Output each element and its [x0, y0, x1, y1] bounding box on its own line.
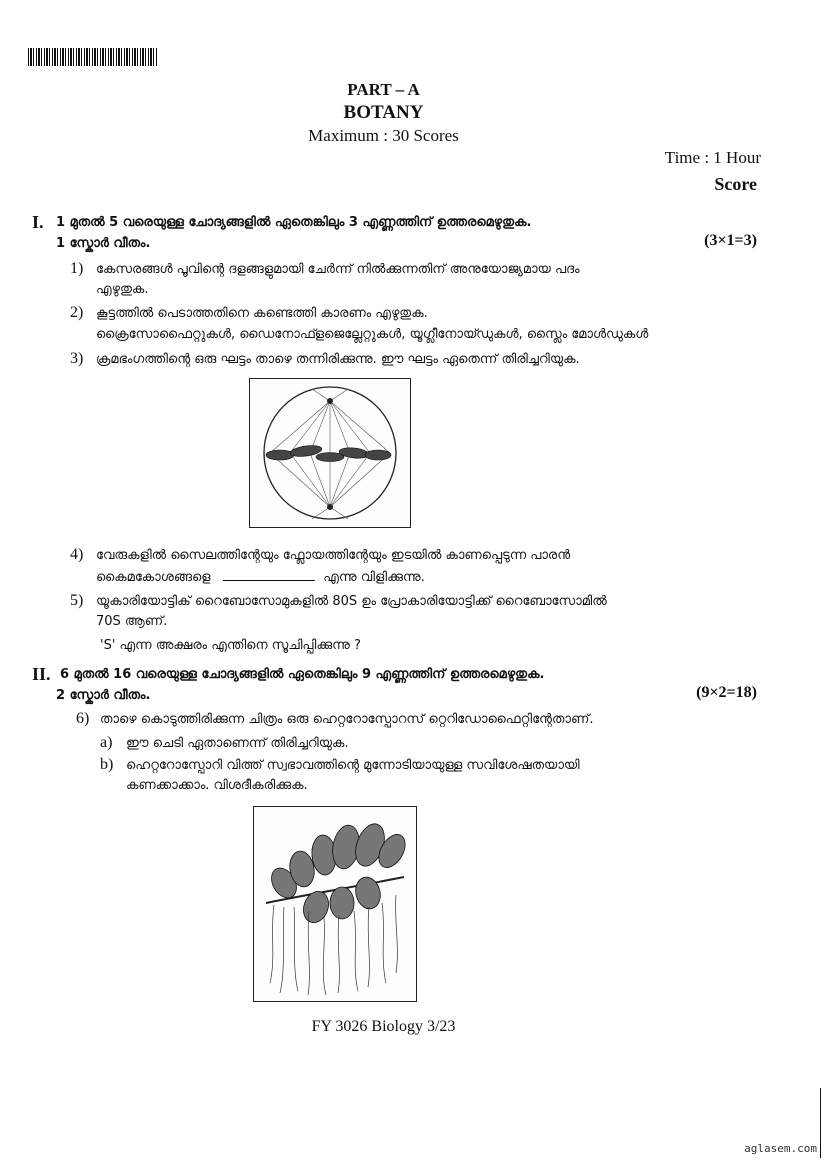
section-per-score: 2 സ്കോർ വീതം. [56, 688, 151, 703]
section-marks: (9×2=18) [696, 684, 757, 701]
question-text-part: കൈമകോശങ്ങളെ [96, 570, 211, 585]
fill-blank[interactable] [223, 568, 315, 581]
section-instruction: 1 മുതൽ 5 വരെയുള്ള ചോദ്യങ്ങളിൽ ഏതെങ്കിലും 3 എണ്ണത്തിന് ഉത്തരമെഴുതുക. [56, 215, 532, 230]
subquestion-label: a) [100, 734, 113, 751]
question-number: 1) [70, 260, 84, 277]
question-options: ക്രൈസോഫൈറ്റുകൾ, ഡൈനോഫ്ളജെല്ലേറ്റുകൾ, യൂഗ്ലീനോയ്ഡുകൾ, സ്ലൈം മോൾഡുകൾ [96, 327, 649, 342]
section-number: II. [32, 664, 51, 684]
section-instruction: 6 മുതൽ 16 വരെയുള്ള ചോദ്യങ്ങളിൽ ഏതെങ്കിലും 9 എണ്ണത്തിന് ഉത്തരമെഴുതുക. [60, 667, 545, 682]
question-number: 2) [70, 304, 84, 321]
subquestion-text: ഹെറ്ററോസ്പോറി വിത്ത് സ്വഭാവത്തിന്റെ മുന്നോടിയായുള്ള സവിശേഷതയായി [126, 758, 580, 773]
question-number: 5) [70, 592, 84, 609]
section-number: I. [32, 212, 44, 232]
section-per-score: 1 സ്കോർ വീതം. [56, 236, 151, 251]
salvinia-figure [253, 806, 417, 1002]
question-text [96, 568, 425, 585]
question-text: കേസരങ്ങൾ പൂവിന്റെ ദളങ്ങളുമായി ചേർന്ന് നിൽക്കുന്നതിന് അനുയോജ്യമായ പദം [96, 262, 580, 277]
margin-line [820, 1088, 821, 1158]
part-title: PART – A [347, 80, 420, 99]
section-marks: (3×1=3) [704, 232, 757, 249]
question-number: 3) [70, 350, 84, 367]
question-text: യൂകാരിയോട്ടിക് റൈബോസോമുകളിൽ 80S ഉം പ്രോകാരിയോട്ടിക്ക് റൈബോസോമിൽ [96, 594, 607, 609]
subquestion-text: ഈ ചെടി ഏതാണെന്ന് തിരിച്ചറിയുക. [126, 736, 349, 751]
question-text: എഴുതുക. [96, 282, 149, 297]
maximum-score: Maximum : 30 Scores [308, 126, 459, 145]
subject-title: BOTANY [343, 102, 424, 123]
question-text: 70S ആണ്. [96, 614, 168, 629]
question-number: 6) [76, 710, 90, 727]
time-label: Time : 1 Hour [664, 148, 761, 167]
question-number: 4) [70, 546, 84, 563]
cell-division-icon [250, 379, 410, 527]
score-column-label: Score [714, 174, 757, 194]
question-text: 'S' എന്ന അക്ഷരം എന്തിനെ സൂചിപ്പിക്കുന്നു ? [100, 638, 361, 653]
question-text: ക്രമഭംഗത്തിന്റെ ഒരു ഘട്ടം താഴെ തന്നിരിക്കുന്നു. ഈ ഘട്ടം ഏതെന്ന് തിരിച്ചറിയുക. [96, 352, 580, 367]
metaphase-figure [249, 378, 411, 528]
question-text-part: എന്നു വിളിക്കുന്നു. [323, 570, 425, 585]
question-text: കൂട്ടത്തിൽ പെടാത്തതിനെ കണ്ടെത്തി കാരണം എഴുതുക. [96, 306, 428, 321]
footer-code: FY 3026 Biology 3/23 [311, 1018, 456, 1035]
question-text: വേരുകളിൽ സൈലത്തിന്റേയും ഫ്ലോയത്തിന്റേയും ഇടയിൽ കാണപ്പെടുന്ന പാരൻ [96, 548, 571, 563]
subquestion-label: b) [100, 756, 114, 773]
watermark: aglasem.com [744, 1142, 817, 1155]
fern-plant-icon [254, 807, 416, 1001]
subquestion-text: കണക്കാക്കാം. വിശദീകരിക്കുക. [126, 778, 308, 793]
question-text: താഴെ കൊടുത്തിരിക്കുന്ന ചിത്രം ഒരു ഹെറ്ററോസ്പോറസ് റ്റെറിഡോഫൈറ്റിന്റേതാണ്. [100, 712, 594, 727]
barcode [28, 48, 158, 66]
